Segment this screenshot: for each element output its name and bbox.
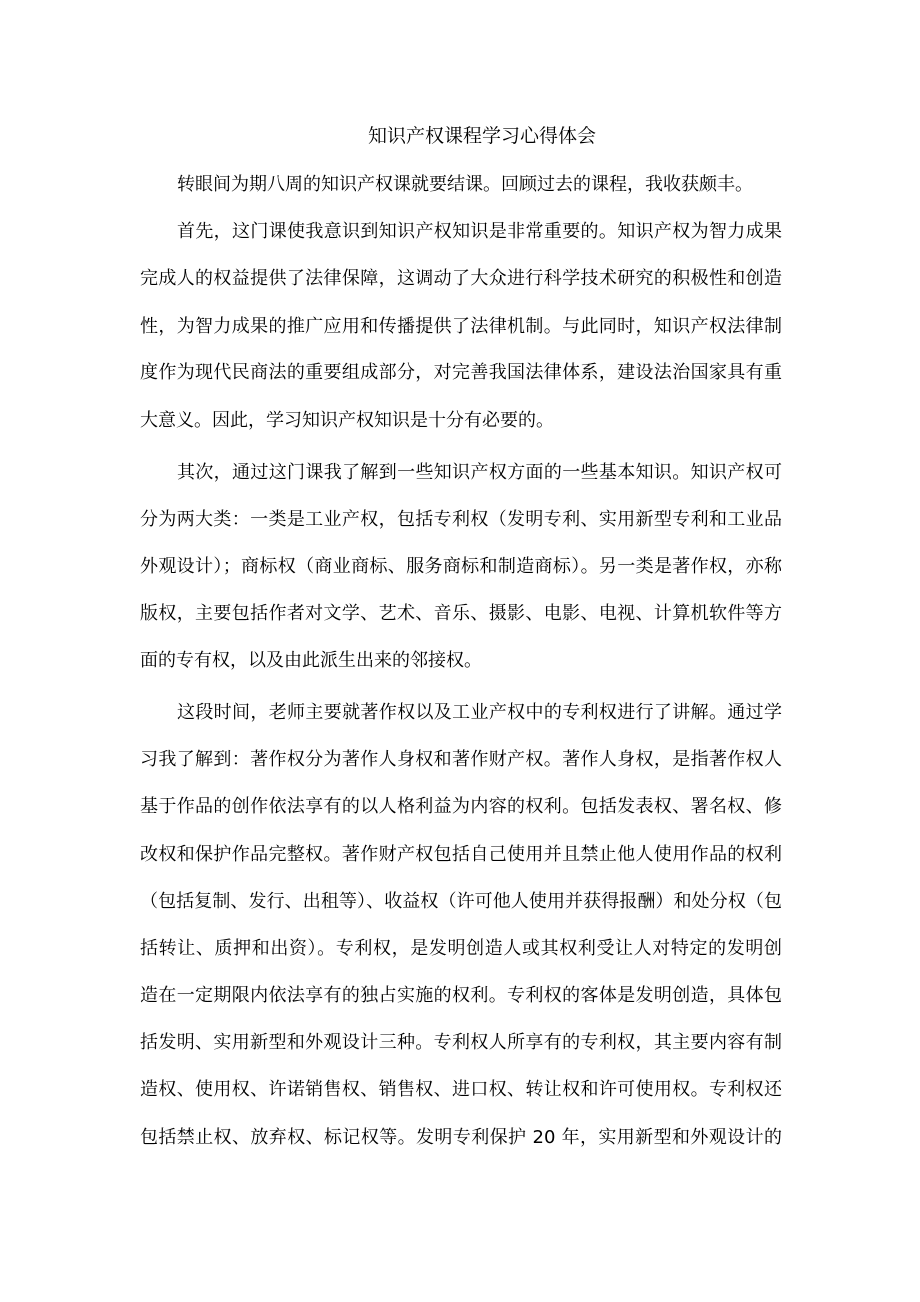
paragraph-2-line: 性，为智力成果的推广应用和传播提供了法律机制。与此同时，知识产权法律制: [140, 316, 782, 337]
document-title: 知识产权课程学习心得体会: [367, 125, 596, 147]
paragraph-2-line: 大意义。因此，学习知识产权知识是十分有必要的。: [140, 410, 554, 431]
paragraph-2-line: 度作为现代民商法的重要组成部分，对完善我国法律体系，建设法治国家具有重: [140, 362, 782, 383]
paragraph-3-line: 面的专有权，以及由此派生出来的邻接权。: [140, 650, 482, 671]
paragraph-4-line: 改权和保护作品完整权。著作财产权包括自己使用并且禁止他人使用作品的权利: [140, 844, 782, 865]
paragraph-4-line: 括发明、实用新型和外观设计三种。专利权人所享有的专利权，其主要内容有制: [140, 1032, 782, 1053]
paragraph-4-line: 基于作品的创作依法享有的以人格利益为内容的权利。包括发表权、署名权、修: [140, 796, 782, 817]
paragraph-4-line: 这段时间，老师主要就著作权以及工业产权中的专利权进行了讲解。通过学: [177, 702, 782, 723]
paragraph-4-line: （包括复制、发行、出租等）、收益权（许可他人使用并获得报酬）和处分权（包: [140, 891, 782, 912]
paragraph-2-line: 首先，这门课使我意识到知识产权知识是非常重要的。知识产权为智力成果: [177, 221, 782, 242]
paragraph-4-line: 习我了解到：著作权分为著作人身权和著作财产权。著作人身权，是指著作权人: [140, 749, 782, 770]
paragraph-3-line: 外观设计）；商标权（商业商标、服务商标和制造商标）。另一类是著作权，亦称: [140, 556, 782, 577]
paragraph-4-line: 造权、使用权、许诺销售权、销售权、进口权、转让权和许可使用权。专利权还: [140, 1079, 782, 1100]
paragraph-3-line: 版权，主要包括作者对文学、艺术、音乐、摄影、电影、电视、计算机软件等方: [140, 603, 782, 624]
paragraph-1-line: 转眼间为期八周的知识产权课就要结课。回顾过去的课程，我收获颇丰。: [177, 174, 753, 195]
paragraph-2-line: 完成人的权益提供了法律保障，这调动了大众进行科学技术研究的积极性和创造: [140, 268, 782, 289]
paragraph-4-line: 造在一定期限内依法享有的独占实施的权利。专利权的客体是发明创造，具体包: [140, 985, 782, 1006]
paragraph-4-line: 包括禁止权、放弃权、标记权等。发明专利保护 20 年，实用新型和外观设计的: [140, 1127, 782, 1148]
paragraph-4-line: 括转让、质押和出资）。专利权，是发明创造人或其权利受让人对特定的发明创: [140, 938, 782, 959]
paragraph-3-line: 其次，通过这门课我了解到一些知识产权方面的一些基本知识。知识产权可: [177, 462, 782, 483]
paragraph-3-line: 分为两大类：一类是工业产权，包括专利权（发明专利、实用新型专利和工业品: [140, 509, 782, 530]
